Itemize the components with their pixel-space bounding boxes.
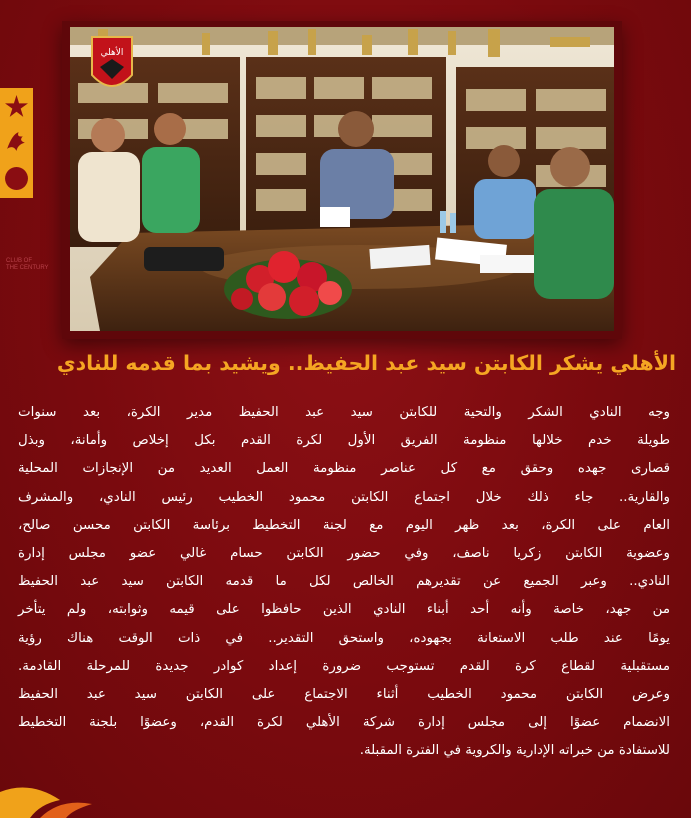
svg-text:الأهلي: الأهلي [100,48,124,58]
club-crest-icon [92,37,132,86]
eagle-icon [4,128,29,153]
article-line-4: والقارية.. جاء ذلك خلال اجتماع الكابتن محمود الخطيب رئيس النادي، والمشرف [18,489,670,505]
watermark-line-1: CLUB OF [6,258,33,264]
article-line-5: العام على الكرة، بعد ظهر اليوم مع لجنة التخطيط برئاسة الكابتن محسن صالح، [18,517,670,533]
article-line-9: يومًا عند طلب الاستعانة بجهوده، واستحق التقدير.. في ذات الوقت هناك رؤية [18,630,670,646]
article-line-12: الانضمام عضوًا إلى مجلس إدارة شركة الأهلي لكرة القدم، وعضوًا بلجنة التخطيط [18,715,670,731]
club-of-century-watermark [6,258,62,272]
article-line-8: من جهد، خاصة وأنه أحد أبناء النادي الذين حافظوا على قيمه وثوابته، ولم يتأخر [18,602,670,618]
article-line-7: النادي.. وعبر الجميع عن تقديرهم الخالص لكل ما قدمه الكابتن سيد عبد الحفيظ [18,574,670,590]
article-line-2: طويلة خدم خلالها منظومة الفريق الأول لكرة القدم بكل إخلاص وأمانة، وبذل [18,433,670,449]
article-line-11: وعرض الكابتن محمود الخطيب أثناء الاجتماع على الكابتن سيد عبد الحفيظ [18,686,670,702]
corner-decoration [0,770,140,818]
article-line-6: وعضوية الكابتن زكريا ناصف، وفي حضور الكابتن حسام غالي عضو مجلس إدارة [18,545,670,561]
meeting-photo [70,27,614,331]
article-body [18,399,670,765]
watermark-line-2: THE CENTURY [6,265,49,271]
circle-icon [4,166,29,191]
article-line-1: وجه النادي الشكر والتحية للكابتن سيد عبد الحفيظ مدير الكرة، بعد سنوات [18,405,670,420]
article-line-10: مستقبلية لقطاع كرة القدم تستوجب ضرورة إعداد كوادر جديدة للمرحلة القادمة. [18,658,670,674]
article-title: الأهلي يشكر الكابتن سيد عبد الحفيظ.. ويشيد بما قدمه للنادي [56,351,676,375]
article-line-13: للاستفادة من خبراته الإدارية والكروية في الفترة المقبلة. [359,743,670,759]
side-badge [0,88,33,198]
article-line-3: قصارى جهده وحقق مع كل عناصر منظومة العمل العديد من الإنجازات المحلية [18,461,670,477]
star-icon [4,94,29,119]
